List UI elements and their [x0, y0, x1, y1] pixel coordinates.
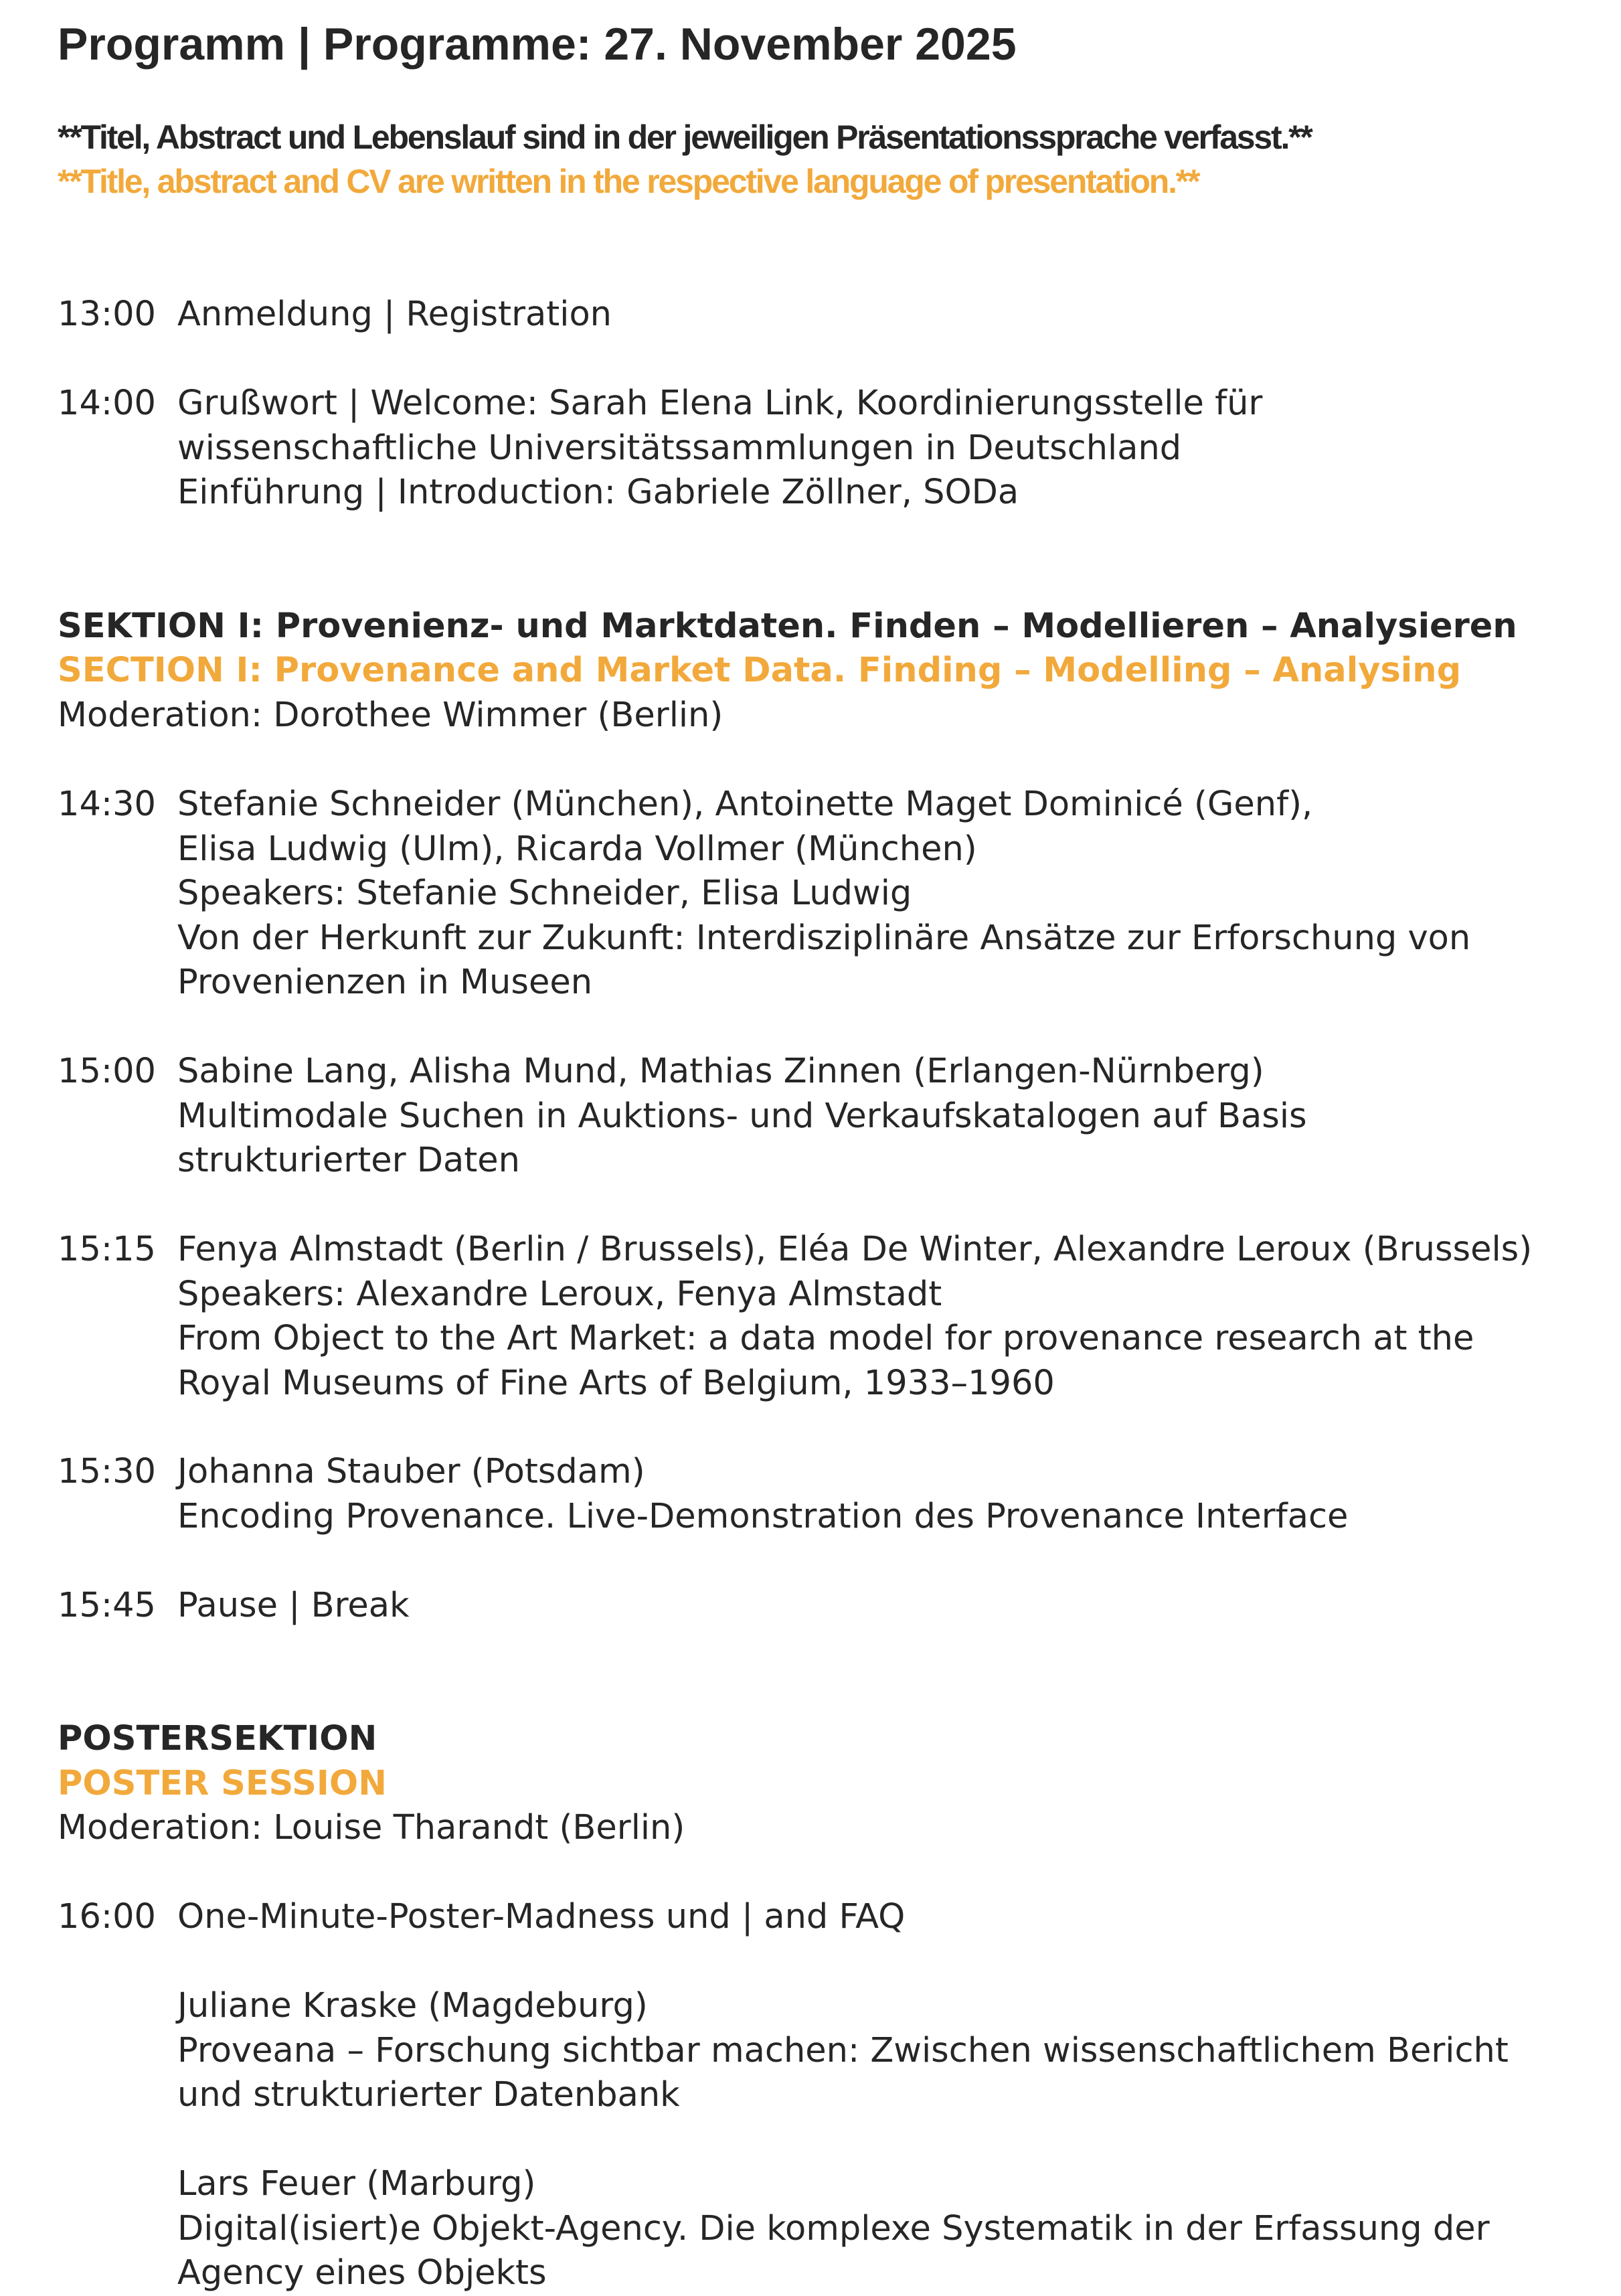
entry-text [177, 1450, 1348, 1539]
entry-text [177, 1584, 410, 1629]
entry-line: Juliane Kraske (Magdeburg) [177, 1986, 648, 2026]
entry-line: Stefanie Schneider (München), Antoinette Maget Dominicé (Genf), [177, 785, 1313, 824]
entry-line: From Object to the Art Market: a data model for provenance research at the [177, 1319, 1474, 1358]
entry-line: Pause | Break [177, 1586, 410, 1625]
entry-time: 14:30 [58, 785, 156, 824]
entry-time: 15:15 [58, 1230, 156, 1269]
poster-entry [177, 1984, 1509, 2118]
entry-time: 14:00 [58, 384, 156, 423]
entry-line: Anmeldung | Registration [177, 295, 612, 334]
section-title-en: SECTION I: Provenance and Market Data. Finding – Modelling – Analysing [58, 651, 1462, 690]
entry-line: One-Minute-Poster-Madness und | and FAQ [177, 1897, 906, 1937]
language-note-en: **Title, abstract and CV are written in the respective language of presentation.** [58, 163, 1199, 200]
entry-line: wissenschaftliche Universitätssammlungen in Deutschland [177, 428, 1182, 468]
entry-line: Royal Museums of Fine Arts of Belgium, 1933–1960 [177, 1363, 1055, 1403]
entry-text [177, 1895, 905, 1940]
entry-time: 15:00 [58, 1052, 156, 1091]
entry-text [177, 783, 1470, 1005]
entry-line: Speakers: Alexandre Leroux, Fenya Almstadt [177, 1274, 942, 1314]
poster-title-en: POSTER SESSION [58, 1764, 387, 1803]
entry-time: 13:00 [58, 295, 156, 334]
entry-line: Einführung | Introduction: Gabriele Zöllner, SODa [177, 473, 1019, 512]
entry-line: Provenienzen in Museen [177, 963, 593, 1002]
entry-line: Digital(isiert)e Objekt-Agency. Die komplexe Systematik in der Erfassung der [177, 2208, 1490, 2248]
poster-title-de: POSTERSEKTION [58, 1719, 377, 1758]
entry-text [177, 1228, 1532, 1406]
section-moderation: Moderation: Dorothee Wimmer (Berlin) [58, 695, 723, 735]
entry-line: Proveana – Forschung sichtbar machen: Zwischen wissenschaftlichem Bericht [177, 2030, 1509, 2070]
entry-time: 15:30 [58, 1452, 156, 1491]
entry-line: Sabine Lang, Alisha Mund, Mathias Zinnen (Erlangen-Nürnberg) [177, 1052, 1264, 1091]
entry-line: Multimodale Suchen in Auktions- und Verkaufskatalogen auf Basis [177, 1096, 1307, 1136]
entry-time: 16:00 [58, 1897, 156, 1937]
entry-line: Grußwort | Welcome: Sarah Elena Link, Koordinierungsstelle für [177, 384, 1263, 423]
entry-line: Lars Feuer (Marburg) [177, 2164, 536, 2204]
entry-line: Johanna Stauber (Potsdam) [177, 1452, 645, 1491]
entry-line: Encoding Provenance. Live-Demonstration des Provenance Interface [177, 1496, 1349, 1536]
entry-line: und strukturierter Datenbank [177, 2075, 680, 2115]
section-title-de: SEKTION I: Provenienz- und Marktdaten. Finden – Modellieren – Analysieren [58, 606, 1517, 646]
entry-line: Elisa Ludwig (Ulm), Ricarda Vollmer (München) [177, 829, 977, 869]
entry-line: strukturierter Daten [177, 1141, 520, 1180]
poster-moderation: Moderation: Louise Tharandt (Berlin) [58, 1808, 685, 1848]
entry-text [177, 382, 1262, 515]
entry-time: 15:45 [58, 1586, 156, 1625]
page-title: Programm | Programme: 27. November 2025 [58, 19, 1017, 70]
entry-line: Agency eines Objekts [177, 2253, 547, 2293]
entry-text [177, 293, 612, 337]
entry-line: Von der Herkunft zur Zukunft: Interdisziplinäre Ansätze zur Erforschung von [177, 918, 1471, 958]
language-note-de: **Titel, Abstract und Lebenslauf sind in der jeweiligen Präsentationssprache verfasst.** [58, 118, 1312, 156]
entry-text [177, 1050, 1307, 1183]
entry-line: Fenya Almstadt (Berlin / Brussels), Eléa De Winter, Alexandre Leroux (Brussels) [177, 1230, 1533, 1269]
poster-entry [177, 2162, 1490, 2296]
entry-line: Speakers: Stefanie Schneider, Elisa Ludwig [177, 874, 912, 913]
